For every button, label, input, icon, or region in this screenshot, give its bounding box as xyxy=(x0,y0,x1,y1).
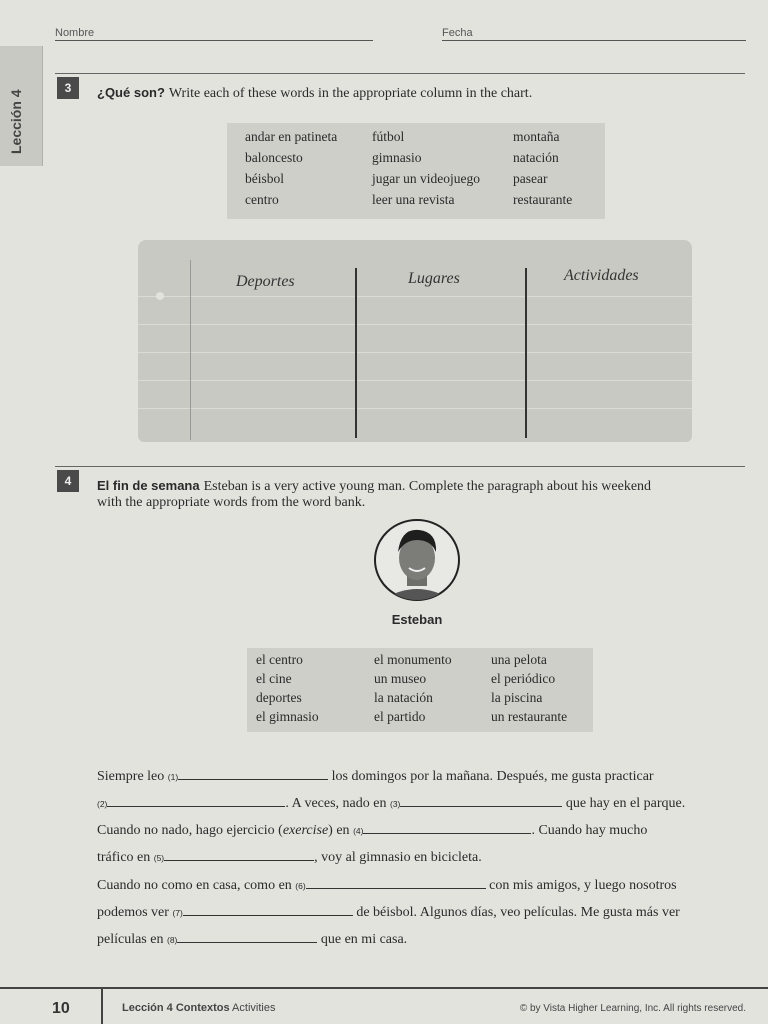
blank-number: (4) xyxy=(353,826,364,836)
word-bank-item: leer una revista xyxy=(372,192,455,207)
answer-blank-6[interactable] xyxy=(306,874,486,889)
margin-line xyxy=(190,260,191,440)
answer-blank-2[interactable] xyxy=(107,792,285,807)
esteban-portrait-icon xyxy=(373,518,461,602)
ex3-instructions: Write each of these words in the appropriate column in the chart. xyxy=(168,86,533,101)
ex4-instructions-2: with the appropriate words from the word bank. xyxy=(97,495,366,510)
word-bank-item: fútbol xyxy=(372,129,405,144)
blank-number: (1) xyxy=(167,772,179,782)
column-divider xyxy=(525,268,527,438)
word-bank-item: jugar un videojuego xyxy=(372,171,480,186)
date-line xyxy=(442,40,746,41)
word-bank-item: el monumento xyxy=(374,652,452,667)
blank-number: (5) xyxy=(153,853,165,863)
footer-divider xyxy=(101,988,103,1024)
blank-number: (2) xyxy=(97,799,108,809)
ex4-instructions-1: Esteban is a very active young man. Complete the paragraph about his weekend xyxy=(203,479,652,494)
esteban-photo xyxy=(373,518,461,602)
blank-number: (7) xyxy=(172,908,183,918)
paragraph-line: Cuando no nado, hago ejercicio (exercise) en (4) . Cuando hay mucho xyxy=(97,818,737,845)
answer-blank-4[interactable] xyxy=(363,819,531,834)
word-bank-item: andar en patineta xyxy=(245,129,338,144)
answer-blank-3[interactable] xyxy=(400,792,562,807)
date-label: Fecha xyxy=(442,27,473,39)
ex3-chart xyxy=(138,240,692,442)
word-bank-item: el partido xyxy=(374,709,426,724)
word-bank-item: restaurante xyxy=(513,192,573,207)
word-bank-item: la natación xyxy=(374,690,433,705)
answer-blank-1[interactable] xyxy=(178,765,328,780)
answer-blank-7[interactable] xyxy=(183,901,353,916)
word-bank-item: el centro xyxy=(256,652,303,667)
ex3-number: 3 xyxy=(57,77,79,99)
word-bank-item: gimnasio xyxy=(372,150,422,165)
word-bank-item: béisbol xyxy=(245,171,284,186)
word-bank-item: una pelota xyxy=(491,652,547,667)
binder-hole xyxy=(156,292,164,300)
word-bank-item: el periódico xyxy=(491,671,556,686)
word-bank-item: un museo xyxy=(374,671,427,686)
paragraph-line: películas en (8) que en mi casa. xyxy=(97,927,737,954)
word-bank-item: un restaurante xyxy=(491,709,568,724)
ex3-title: ¿Qué son? xyxy=(97,85,165,100)
word-bank-item: baloncesto xyxy=(245,150,303,165)
answer-blank-8[interactable] xyxy=(177,928,317,943)
copyright: © by Vista Higher Learning, Inc. All rights reserved. xyxy=(519,1003,746,1014)
chart-header-actividades: Actividades xyxy=(564,267,639,284)
paragraph-line: (2) . A veces, nado en (3) que hay en el parque. xyxy=(97,791,737,818)
name-line xyxy=(55,40,373,41)
ex3-rule xyxy=(55,73,745,74)
footer-lesson: Lección 4 Contextos Activities xyxy=(122,1002,276,1014)
photo-caption: Esteban xyxy=(391,612,443,627)
lesson-tab xyxy=(0,46,43,166)
ex4-rule xyxy=(55,466,745,467)
ex3-heading xyxy=(97,84,532,102)
ex4-heading xyxy=(97,477,651,495)
word-bank-item: centro xyxy=(245,192,279,207)
chart-header-deportes: Deportes xyxy=(236,273,295,290)
word-bank-item: natación xyxy=(513,150,559,165)
paragraph-line: Cuando no como en casa, como en (6) con mis amigos, y luego nosotros xyxy=(97,873,737,900)
ex4-word-bank xyxy=(247,648,593,732)
paragraph-line: podemos ver (7) de béisbol. Algunos días, veo películas. Me gusta más ver xyxy=(97,900,737,927)
lesson-tab-label: Lección 4 xyxy=(8,89,24,154)
page-number: 10 xyxy=(52,1000,70,1017)
paragraph-line: Siempre leo (1) los domingos por la mañana. Después, me gusta practicar xyxy=(97,764,737,791)
word-bank-item: el cine xyxy=(256,671,292,686)
word-bank-item: deportes xyxy=(256,690,302,705)
answer-blank-5[interactable] xyxy=(164,846,314,861)
blank-number: (3) xyxy=(389,799,401,809)
blank-number: (6) xyxy=(295,881,306,891)
word-bank-item: la piscina xyxy=(491,690,543,705)
ex4-title: El fin de semana xyxy=(97,478,200,493)
column-divider xyxy=(355,268,357,438)
blank-number: (8) xyxy=(166,935,178,945)
word-bank-item: el gimnasio xyxy=(256,709,319,724)
chart-header-lugares: Lugares xyxy=(408,270,460,287)
ex4-number: 4 xyxy=(57,470,79,492)
ex3-word-bank xyxy=(227,123,605,219)
name-label: Nombre xyxy=(55,27,95,39)
word-bank-item: montaña xyxy=(513,129,560,144)
word-bank-item: pasear xyxy=(513,171,548,186)
paragraph-line: tráfico en (5) , voy al gimnasio en bicicleta. xyxy=(97,845,737,872)
footer-rule xyxy=(0,987,768,989)
